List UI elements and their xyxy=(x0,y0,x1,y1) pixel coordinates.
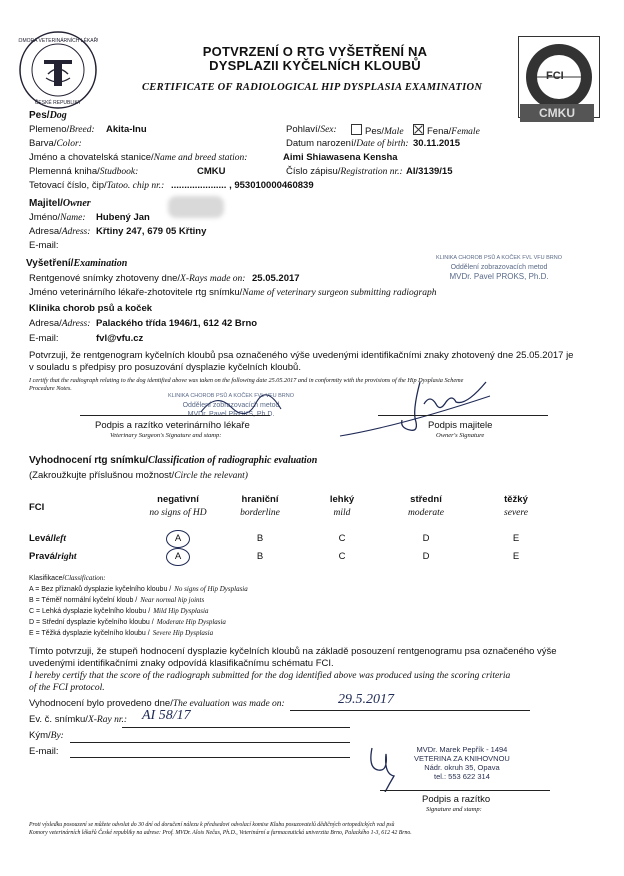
veterinary-chamber-seal-icon xyxy=(18,30,98,110)
owner-signature-line xyxy=(378,415,548,416)
grade-cell: C xyxy=(338,551,346,562)
hip-side-label: Pravá/right xyxy=(29,551,77,562)
stamp-top-line-1: KLINIKA CHOROB PSŮ A KOČEK FVL VFU BRNO xyxy=(436,255,563,261)
grade-column-header-en: moderate xyxy=(408,508,444,518)
final-confirm-en-1: I hereby certify that the score of the radiograph submitted for the dog identified above was produced using the scoring criteria xyxy=(29,671,511,681)
stamp-mid-line-1: KLINIKA CHOROB PSŮ A KOČEK FVL VFU BRNO xyxy=(168,393,295,399)
classification-item: C = Lehká dysplazie kyčelního kloubu / Mild Hip Dysplasia xyxy=(29,607,209,615)
stamp-mid-line-2: Oddělení zobrazovacích metod xyxy=(182,402,280,409)
grade-cell: C xyxy=(338,533,346,544)
title-english: CERTIFICATE OF RADIOLOGICAL HIP DYSPLASIA EXAMINATION xyxy=(142,82,483,93)
dog-name-value: Aimi Shiawasena Kensha xyxy=(283,152,398,163)
grade-column-header-en: borderline xyxy=(240,508,280,518)
cmku-logo-text: CMKU xyxy=(539,106,575,120)
breed-value: Akita-Inu xyxy=(106,124,147,135)
xray-nr-value: AI 58/17 xyxy=(142,708,191,723)
grade-cell: E xyxy=(512,533,520,544)
grade-column-header-en: mild xyxy=(333,508,351,518)
breed-label: Plemeno/Breed: xyxy=(29,124,95,135)
sex-female-option: Fena/Female xyxy=(413,124,480,137)
svg-text:ČESKÉ REPUBLIKY: ČESKÉ REPUBLIKY xyxy=(34,100,82,106)
evaluation-instruction: (Zakroužkujte příslušnou možnost/Circle the relevant) xyxy=(29,470,248,481)
clinic-address-value: Palackého třída 1946/1, 612 42 Brno xyxy=(96,318,258,329)
footer-line-2: Komory veterinárních lékařů České republiky na adrese: Prof. MVDr. Alois Nečas, Ph.D., Veterinární a farmaceutická univerzita Brno, Palackého 1-3, 612 42 Brno. xyxy=(29,830,412,836)
footer-line-1: Proti výsledku posouzení se můžete odvolat do 30 dní od doručení nálezu k předsedovi odvolací komise Klubu posuzovatelů dědičných ortopedických vad psů xyxy=(29,822,395,828)
tattoo-label: Tetovací číslo, čip/Tatoo. chip nr.: xyxy=(29,180,165,191)
final-confirm-en-2: of the FCI protocol. xyxy=(29,683,105,693)
classification-item: A = Bez příznaků dysplazie kyčelního kloubu / No signs of Hip Dysplasia xyxy=(29,585,248,593)
owner-email-label: E-mail: xyxy=(29,240,59,251)
owner-signature-label: Podpis majitele xyxy=(428,420,493,431)
cmku-logo-icon xyxy=(520,104,594,122)
final-signature-label: Podpis a razítko xyxy=(422,794,491,805)
male-checkbox xyxy=(351,124,362,135)
grade-cell: D xyxy=(422,551,430,562)
grade-column-header-en: severe xyxy=(504,508,528,518)
redaction-blur xyxy=(168,196,224,218)
evaluator-signature-icon xyxy=(362,742,418,792)
dog-section-label: Pes/Dog xyxy=(29,110,67,121)
eval-date-label: Vyhodnocení bylo provedeno dne/The evaluation was made on: xyxy=(29,698,285,709)
studbook-label: Plemenná kniha/Studbook: xyxy=(29,166,139,177)
vet-stamp-bottom xyxy=(414,745,510,781)
svg-text:KOMORA VETERINÁRNÍCH LÉKAŘŮ: KOMORA VETERINÁRNÍCH LÉKAŘŮ xyxy=(18,38,98,44)
exam-section-label: Vyšetření/Examination xyxy=(26,258,128,269)
grade-column-header: těžký xyxy=(504,494,528,505)
fci-logo-text: FCI xyxy=(546,70,564,82)
stamp-bottom-line-4: tel.: 553 622 314 xyxy=(433,772,490,781)
clinic-name: Klinika chorob psů a koček xyxy=(29,303,153,314)
grade-cell: A xyxy=(174,533,182,544)
title-line-1: POTVRZENÍ O RTG VYŠETŘENÍ NA xyxy=(202,44,428,59)
xray-date-label: Rentgenové snímky zhotoveny dne/X-Rays made on: xyxy=(29,273,246,284)
sex-label: Pohlaví/Sex: xyxy=(286,124,337,135)
registration-value: AI/3139/15 xyxy=(406,166,453,177)
classification-item: B = Téměř normální kyčelní kloub / Near normal hip joints xyxy=(29,596,205,604)
xray-nr-line xyxy=(122,727,350,728)
exam-confirm-en-2: Procedure Notes. xyxy=(29,385,72,392)
vet-signature-label-en: Veterinary Surgeon's Signature and stamp: xyxy=(110,432,222,439)
vet-name-label: Jméno veterinárního lékaře-zhotovitele rtg snímku/Name of veterinary surgeon submitting radiograph xyxy=(29,287,437,298)
stamp-top-line-2: Oddělení zobrazovacích metod xyxy=(450,264,548,271)
stamp-bottom-line-3: Nádr. okruh 35, Opava xyxy=(424,763,500,772)
grade-cell: B xyxy=(256,533,264,544)
vet-signature-line xyxy=(80,415,270,416)
dob-label: Datum narození/Date of birth: xyxy=(286,138,409,149)
grade-column-header: střední xyxy=(410,494,442,505)
stamp-top-line-3: MVDr. Pavel PROKS, Ph.D. xyxy=(449,272,549,281)
classification-title: Klasifikace/Classification: xyxy=(29,574,106,582)
grade-column-header: negativní xyxy=(157,494,199,505)
eval-date-value: 29.5.2017 xyxy=(338,692,394,707)
by-label: Kým/By: xyxy=(29,730,64,741)
grade-column-header: hraniční xyxy=(241,494,279,505)
stamp-bottom-line-2: VETERINA ZA KNIHOVNOU xyxy=(414,754,510,763)
final-signature-line xyxy=(380,790,550,791)
exam-confirm-cz-1: Potvrzuji, že rentgenogram kyčelních kloubů psa označeného výše uvedenými identifikačními znaky zhotovený dne 25.05.2017 je xyxy=(29,350,574,361)
fci-label: FCI xyxy=(29,502,45,513)
final-signature-label-en: Signature and stamp: xyxy=(426,806,482,813)
final-email-label: E-mail: xyxy=(29,746,59,757)
dob-value: 30.11.2015 xyxy=(413,138,461,149)
final-email-line xyxy=(70,757,350,758)
clinic-address-label: Adresa/Adress: xyxy=(29,318,91,329)
eval-date-line xyxy=(290,710,530,711)
clinic-email-value: fvl@vfu.cz xyxy=(96,333,144,344)
exam-confirm-cz-2: v souladu s předpisy pro posuzování dysplazie kyčelních kloubů. xyxy=(29,362,301,373)
studbook-value: CMKU xyxy=(197,166,226,177)
exam-confirm-en-1: I certify that the radiograph relating to the dog identified above was taken on the following date 25.05.2017 and in conformity with the provisions of the Hip Dysplasia Scheme xyxy=(29,377,464,384)
grade-cell: B xyxy=(256,551,264,562)
title-line-2: DYSPLAZII KYČELNÍCH KLOUBŮ xyxy=(209,58,421,73)
owner-section-label: Majitel/Owner xyxy=(29,198,91,209)
clinic-stamp-top xyxy=(436,254,562,281)
grade-column-header-en: no signs of HD xyxy=(149,508,207,518)
classification-item: E = Těžká dysplazie kyčelního kloubu / Severe Hip Dysplasia xyxy=(29,629,214,637)
vet-signature-label: Podpis a razítko veterinárního lékaře xyxy=(95,420,250,431)
grade-column-header: lehký xyxy=(329,494,355,505)
classification-item: D = Střední dysplazie kyčelního kloubu / Moderate Hip Dysplasia xyxy=(29,618,226,626)
grade-cell: E xyxy=(512,551,520,562)
xray-date-value: 25.05.2017 xyxy=(252,273,300,284)
owner-address-value: Křtiny 247, 679 05 Křtiny xyxy=(96,226,207,237)
stamp-bottom-line-1: MVDr. Marek Pepřík - 1494 xyxy=(416,745,508,754)
stamp-mid-line-3: MVDr. Pavel PROKS, Ph.D. xyxy=(187,411,275,418)
tattoo-value: ..................... , 953010000460839 xyxy=(171,180,314,191)
by-line xyxy=(70,742,350,743)
color-label: Barva/Color: xyxy=(29,138,82,149)
selected-grade-circle xyxy=(166,530,190,548)
registration-label: Číslo zápisu/Registration nr.: xyxy=(286,166,403,177)
dog-name-label: Jméno a chovatelská stanice/Name and breed station: xyxy=(29,152,248,163)
clinic-email-label: E-mail: xyxy=(29,333,59,344)
owner-address-label: Adresa/Adress: xyxy=(29,226,91,237)
hip-side-label: Levá/left xyxy=(29,533,66,544)
evaluation-section-label: Vyhodnocení rtg snímku/Classification of radiographic evaluation xyxy=(29,455,318,466)
grade-cell: D xyxy=(422,533,430,544)
final-confirm-cz-2: uvedenými identifikačními znaky odpovídá klasifikačnímu schématu FCI. xyxy=(29,658,334,669)
owner-name-label: Jméno/Name: xyxy=(29,212,86,223)
grade-cell: A xyxy=(174,551,182,562)
selected-grade-circle xyxy=(166,548,190,566)
owner-signature-label-en: Owner's Signature xyxy=(436,432,485,439)
xray-nr-label: Ev. č. snímku/X-Ray nr.: xyxy=(29,714,127,725)
owner-name-value: Hubený Jan xyxy=(96,212,150,223)
female-checkbox xyxy=(413,124,424,135)
final-confirm-cz-1: Tímto potvrzuji, že stupeň hodnocení dysplazie kyčelních kloubů na základě posouzení rentgenogramu psa označeného výše xyxy=(29,646,557,657)
sex-male-option: Pes/Male xyxy=(351,124,404,137)
